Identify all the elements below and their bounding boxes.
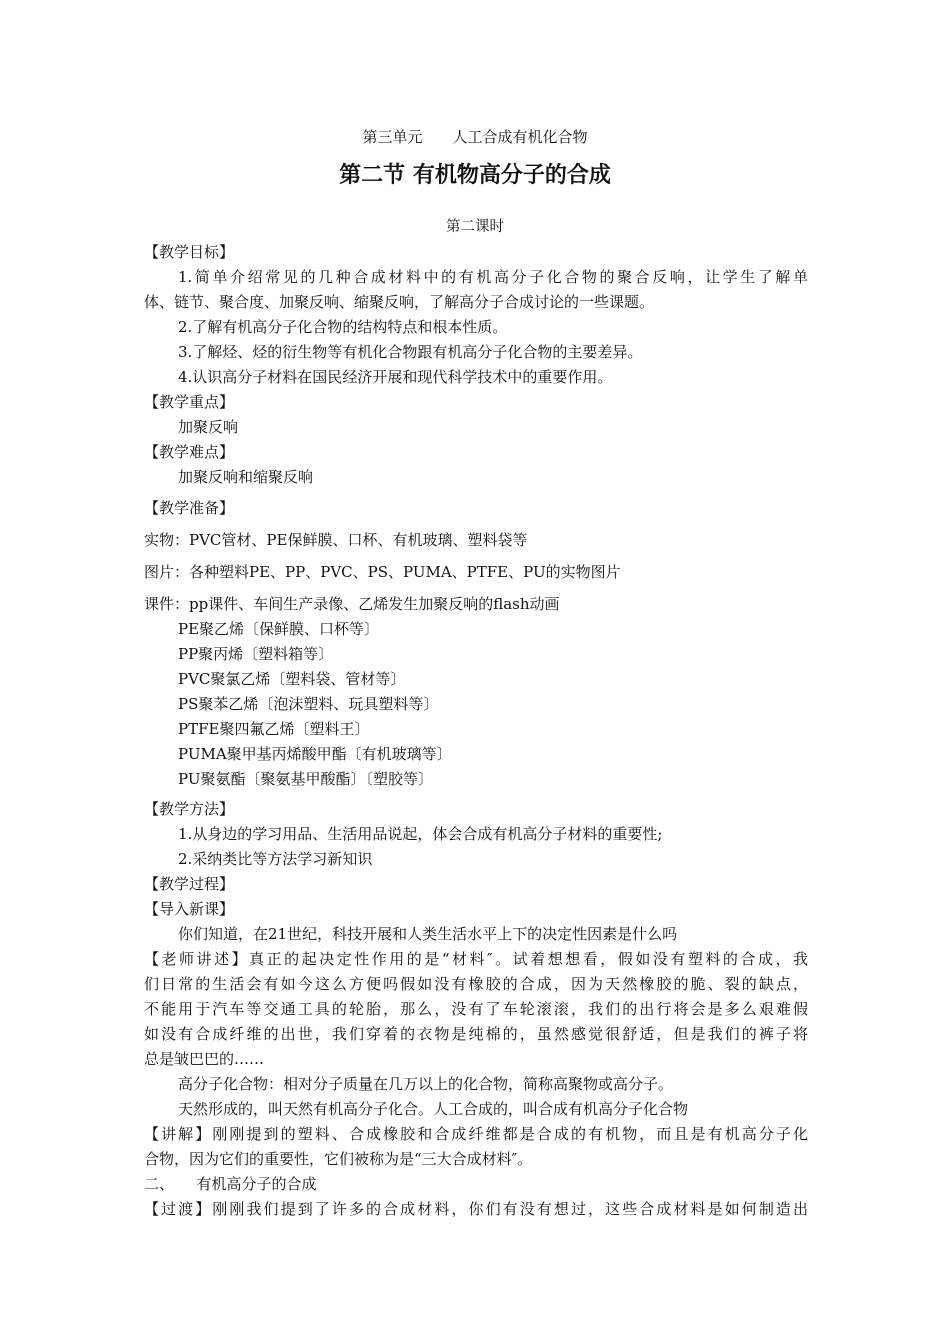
- heading-preparation: 【教学准备】: [144, 499, 235, 517]
- teacher-talk-line-5: 总是皱巴巴的……: [144, 1050, 265, 1068]
- lesson-label: 第二课时: [446, 219, 504, 235]
- definition-natural-synthetic: 天然形成的，叫天然有机高分子化合。人工合成的，叫合成有机高分子化合物: [178, 1100, 689, 1118]
- prep-courseware: 课件：pp课件、车间生产录像、乙烯发生加聚反响的flash动画: [144, 595, 560, 613]
- explain-line-2: 合物，因为它们的重要性，它们被称为是“三大合成材料″。: [144, 1150, 533, 1168]
- teacher-talk-line-3: 不能用于汽车等交通工具的轮胎，那么，没有了车轮滚滚，我们的出行将会是多么艰难假: [144, 1000, 808, 1018]
- teacher-talk-line-2: 们日常的生活会有如今这么方便吗假如没有橡胶的合成，因为天然橡胶的脆、裂的缺点，: [144, 975, 808, 993]
- plastic-pvc: PVC聚氯乙烯〔塑料袋、管材等〕: [178, 670, 406, 688]
- heading-key-points: 【教学重点】: [144, 393, 235, 411]
- goal-4: 4.认识高分子材料在国民经济开展和现代科学技术中的重要作用。: [178, 368, 613, 386]
- intro-question: 你们知道，在21世纪，科技开展和人类生活水平上下的决定性因素是什么吗: [178, 925, 678, 943]
- prep-objects: 实物：PVC管材、PE保鲜膜、口杯、有机玻璃、塑料袋等: [144, 531, 528, 549]
- heading-methods: 【教学方法】: [144, 800, 235, 818]
- unit-title: 第三单元 人工合成有机化合物: [362, 128, 588, 146]
- goal-1-line-2: 体、链节、聚合度、加聚反响、缩聚反响，了解高分子合成讨论的一些课题。: [144, 293, 655, 311]
- goal-1-line-1: 1.简单介绍常见的几种合成材料中的有机高分子化合物的聚合反响，让学生了解单: [178, 268, 808, 286]
- explain-line-1: 【讲解】刚刚提到的塑料、合成橡胶和合成纤维都是合成的有机物，而且是有机高分子化: [144, 1125, 808, 1143]
- plastic-ptfe: PTFE聚四氟乙烯〔塑料王〕: [178, 720, 370, 738]
- heading-intro: 【导入新课】: [144, 900, 235, 918]
- difficulty-text: 加聚反响和缩聚反响: [178, 468, 314, 486]
- key-point-text: 加聚反响: [178, 418, 239, 436]
- goal-2: 2.了解有机高分子化合物的结构特点和根本性质。: [178, 318, 508, 336]
- heading-process: 【教学过程】: [144, 875, 235, 893]
- heading-teaching-goals: 【教学目标】: [144, 243, 235, 261]
- teacher-talk-line-4: 如没有合成纤维的出世，我们穿着的衣物是纯棉的，虽然感觉很舒适，但是我们的裤子将: [144, 1025, 808, 1043]
- heading-difficulties: 【教学难点】: [144, 443, 235, 461]
- transition-line: 【过渡】刚刚我们提到了许多的合成材料，你们有没有想过，这些合成材料是如何制造出: [144, 1200, 808, 1218]
- plastic-ps: PS聚苯乙烯〔泡沫塑料、玩具塑料等〕: [178, 695, 439, 713]
- section-title: 第二节 有机物高分子的合成: [339, 163, 611, 188]
- plastic-pe: PE聚乙烯〔保鲜膜、口杯等〕: [178, 620, 380, 638]
- definition-polymer: 高分子化合物：相对分子质量在几万以上的化合物，简称高聚物或高分子。: [178, 1075, 674, 1093]
- plastic-pu: PU聚氨酯〔聚氨基甲酸酯〕〔塑胶等〕: [178, 770, 433, 788]
- plastic-pp: PP聚丙烯〔塑料箱等〕: [178, 645, 334, 663]
- body-text: [144, 240, 808, 1222]
- method-1: 1.从身边的学习用品、生活用品说起，体会合成有机高分子材料的重要性;: [178, 825, 663, 843]
- teacher-talk-line-1: 【老师讲述】真正的起决定性作用的是“材料″。试着想想看，假如没有塑料的合成，我: [144, 950, 808, 968]
- goal-3: 3.了解烃、烃的衍生物等有机化合物跟有机高分子化合物的主要差异。: [178, 343, 643, 361]
- plastic-puma: PUMA聚甲基丙烯酸甲酯〔有机玻璃等〕: [178, 745, 452, 763]
- method-2: 2.采纳类比等方法学习新知识: [178, 850, 373, 868]
- prep-pictures: 图片：各种塑料PE、PP、PVC、PS、PUMA、PTFE、PU的实物图片: [144, 563, 621, 581]
- section-two-heading: 二、 有机高分子的合成: [144, 1175, 317, 1193]
